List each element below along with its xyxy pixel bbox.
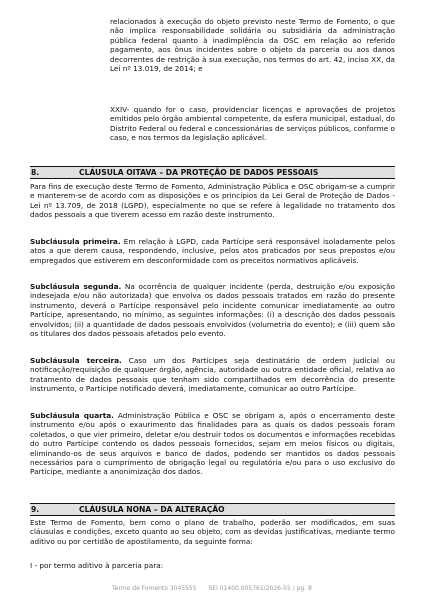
footer-reference: SEI 01400.005761/2026-55 / pg. 8: [208, 585, 312, 592]
section-title: CLÁUSULA OITAVA – DA PROTEÇÃO DE DADOS PESSOAIS: [79, 168, 319, 177]
subclause-label: Subcláusula primeira.: [30, 237, 121, 246]
subclause-text: Na ocorrência de qualquer incidente (perda, destruição e/ou exposição indesejada e/ou não autorizada) que envolva os dados pessoais tratados em razão do presente instrumento, deverá o Partícipe responsável pelo incidente comunicar imediatamente ao outro Partícipe, apresentando, no mínimo, as seguintes informações: (i) a descrição dos dados pessoais envolvidos; (ii) a quantidade de dados pessoais envolvidos (volumetria do evento); e (iii) quem são os titulares dos dados pessoais afetados pelo evento.: [30, 282, 395, 339]
subclause-label: Subcláusula segunda.: [30, 282, 122, 291]
subclause-text: Em relação à LGPD, cada Partícipe será responsável isoladamente pelos atos a que derem causa, respondendo, inclusive, pelos atos praticados por seus prepostos e/ou empregados que estiverem em desconformidade com os preceitos normativos aplicáveis.: [30, 237, 395, 265]
subclause-text: Administração Pública e OSC se obrigam a, após o encerramento deste instrumento e/ou após o exaurimento das finalidades para as quais os dados pessoais foram coletados, o que vier primeiro, deletar e/ou destruir todos os documentos e informações recebidas do outro Partícipe contendo os dados pessoais fornecidos, sejam em meios físicos ou digitais, eliminando-os de seus arquivos e banco de dados, podendo ser mantidos os dados pessoais necessários para o cumprimento de obrigação legal ou regulatória e/ou para o uso exclusivo do Partícipe, mediante a anonimização dos dados.: [30, 411, 396, 477]
page-footer: [0, 585, 424, 592]
paragraph-subclausula-segunda: [30, 282, 395, 338]
section-number: 8.: [31, 168, 40, 177]
paragraph-subclausula-primeira: [30, 237, 395, 265]
paragraph-inciso-xxiv: XXIV- quando for o caso, providenciar licenças e aprovações de projetos emitidos pelo órgão ambiental competente, da esfera municipal, estadual, do Distrito Federal ou federal e concessionárias de serviços públicos, conforme o caso, e nos termos da legislação aplicável.: [110, 105, 395, 143]
paragraph-subclausula-terceira: [30, 356, 395, 394]
section-heading-8: [30, 166, 395, 179]
paragraph-inciso-xxiii: relacionados à execução do objeto previsto neste Termo de Fomento, o que não implica responsabilidade solidária ou subsidiária da administração pública federal quanto à inadimplência da OSC em relação ao referido pagamento, aos ônus incidentes sobre o objeto da parceria ou aos danos decorrentes de restrição à sua execução, nos termos do art. 42, inciso XX, da Lei nº 13.019, de 2014; e: [110, 17, 395, 74]
paragraph-alteracao-intro: Este Termo de Fomento, bem como o plano de trabalho, poderão ser modificados, em suas cláusulas e condições, exceto quanto ao seu objeto, com as devidas justificativas, mediante termo aditivo ou por certidão de apostilamento, da seguinte forma:: [30, 518, 395, 546]
paragraph-lgpd-intro: Para fins de execução deste Termo de Fomento, Administração Pública e OSC obrigam-se a cumprir e manterem-se de acordo com as disposições e os princípios da Lei Geral de Proteção de Dados - Lei nº 13.709, de 2018 (LGPD), especialmente no que se refere à legalidade no tratamento dos dados pessoais a que tiverem acesso em razão deste instrumento.: [30, 182, 395, 220]
subclause-label: Subcláusula terceira.: [30, 356, 122, 365]
paragraph-item-i: I - por termo aditivo à parceria para:: [30, 561, 164, 570]
paragraph-subclausula-quarta: [30, 411, 395, 477]
section-number: 9.: [31, 505, 40, 514]
subclause-text: Caso um dos Partícipes seja destinatário de ordem judicial ou notificação/requisição de qualquer órgão, agência, autoridade ou outra entidade oficial, relativa ao tratamento de dados pessoais que tenham sido compartilhados em decorrência do presente instrumento, o Partícipe notificado deverá, imediatamente, comunicar ao outro Partícipe.: [30, 356, 395, 394]
section-heading-9: [30, 503, 395, 516]
section-title: CLÁUSULA NONA – DA ALTERAÇÃO: [79, 505, 225, 514]
subclause-label: Subcláusula quarta.: [30, 411, 114, 420]
footer-document-name: Termo de Fomento 3045555: [112, 585, 197, 592]
